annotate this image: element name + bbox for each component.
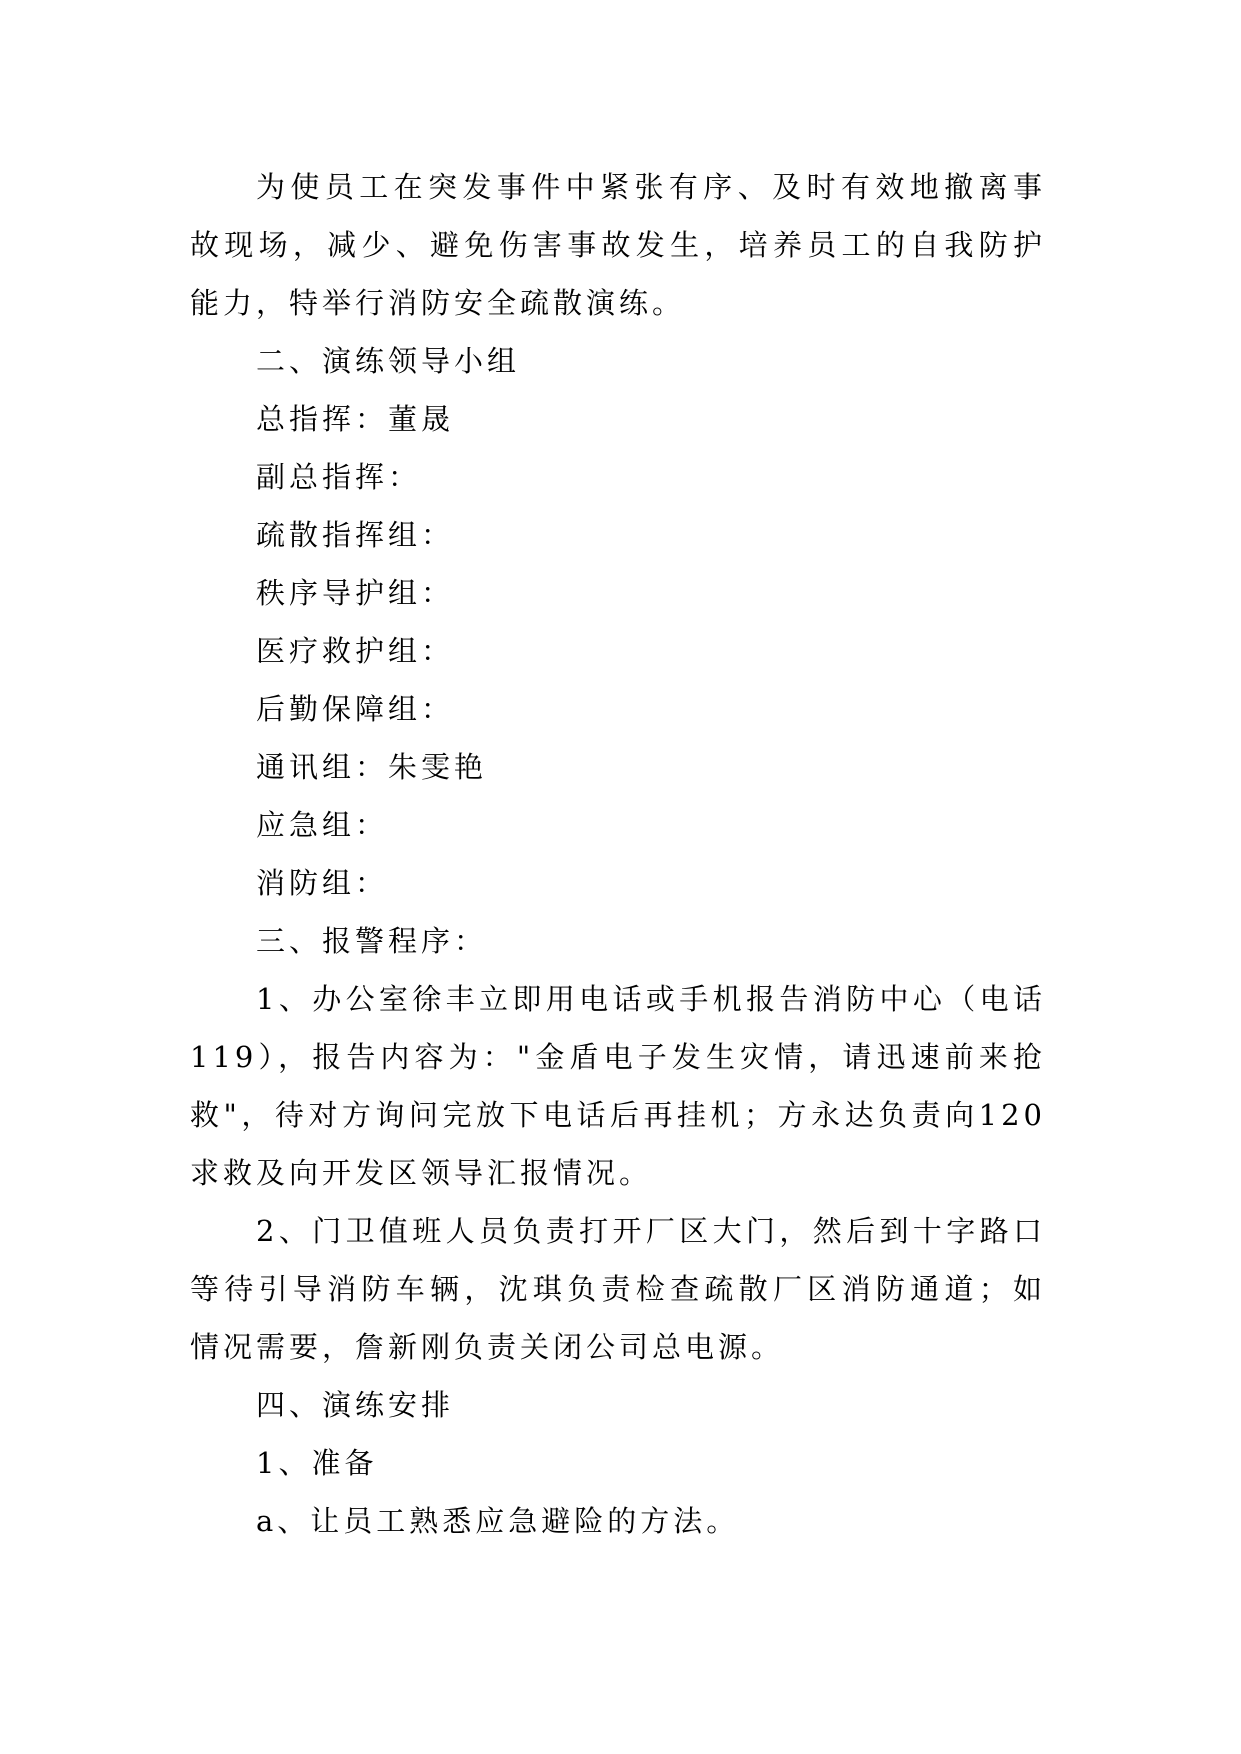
- deputy-commander-line: 副总指挥：: [256, 460, 422, 494]
- intro-paragraph: 为使员工在突发事件中紧张有序、及时有效地撤离事故现场，减少、避免伤害事故发生，培养员工的自我防护能力，特举行消防安全疏散演练。: [190, 170, 1046, 320]
- section-heading-leadership: 二、演练领导小组: [256, 344, 521, 378]
- arrangement-step-1: 1、准备: [256, 1446, 378, 1480]
- alarm-step-2: 2、门卫值班人员负责打开厂区大门，然后到十字路口等待引导消防车辆，沈琪负责检查疏散厂区消防通道；如情况需要，詹新刚负责关闭公司总电源。: [190, 1214, 1046, 1364]
- evacuation-group-line: 疏散指挥组：: [256, 518, 455, 552]
- commander-line: 总指挥：董晟: [256, 402, 455, 436]
- section-heading-arrangement: 四、演练安排: [256, 1388, 455, 1422]
- alarm-step-1: 1、办公室徐丰立即用电话或手机报告消防中心（电话119），报告内容为："金盾电子发生灾情，请迅速前来抢救"，待对方询问完放下电话后再挂机；方永达负责向120求救及向开发区领导汇报情况。: [190, 982, 1046, 1190]
- document-body: [190, 158, 1046, 1550]
- medical-group-line: 医疗救护组：: [256, 634, 455, 668]
- emergency-group-line: 应急组：: [256, 808, 389, 842]
- communication-group-line: 通讯组：朱雯艳: [256, 750, 488, 784]
- arrangement-item-a: a、让员工熟悉应急避险的方法。: [256, 1504, 740, 1538]
- logistics-group-line: 后勤保障组：: [256, 692, 455, 726]
- order-guard-group-line: 秩序导护组：: [256, 576, 455, 610]
- section-heading-alarm: 三、报警程序：: [256, 924, 488, 958]
- fire-group-line: 消防组：: [256, 866, 389, 900]
